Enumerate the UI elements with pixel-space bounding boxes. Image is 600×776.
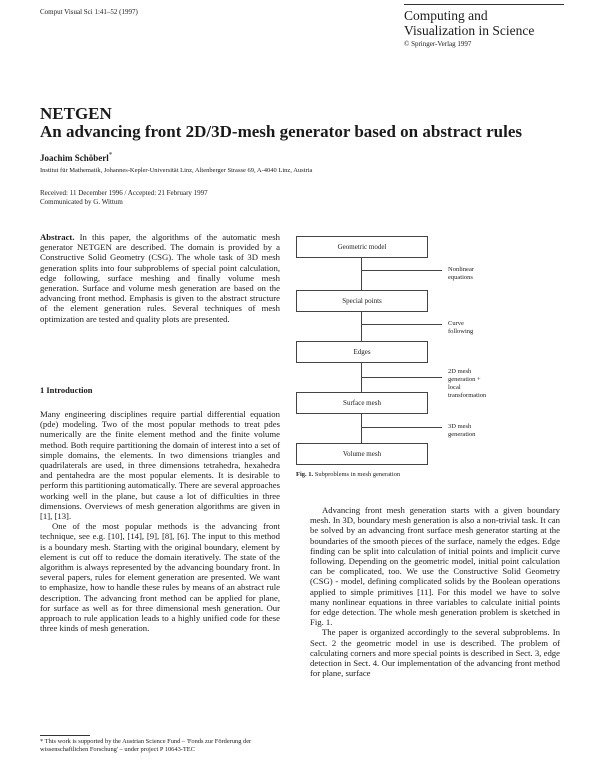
paper-title-sub: An advancing front 2D/3D-mesh generator based on abstract rules <box>40 122 522 141</box>
box-geometric-model: Geometric model <box>296 236 428 258</box>
received-line: Received: 11 December 1996 / Accepted: 21 February 1997 <box>40 189 208 197</box>
box-volume-mesh: Volume mesh <box>296 443 428 465</box>
author-name <box>40 151 112 163</box>
journal-rule <box>404 4 564 5</box>
label-3d-mesh-generation: 3D mesh generation <box>448 423 476 438</box>
received-dates <box>40 189 208 207</box>
figure-caption <box>296 471 400 478</box>
footnote-rule <box>40 735 90 736</box>
box-edges: Edges <box>296 341 428 363</box>
arrow-nonlinear <box>362 270 442 271</box>
connector-4 <box>361 414 362 444</box>
journal-name-line2: Visualization in Science <box>404 23 535 38</box>
footnote: * This work is supported by the Austrian Science Fund – 'Fonds zur Förderung der wissenschaftlichen Forschung' – under project P 10643-TEC <box>40 738 252 753</box>
figure-caption-text: Subproblems in mesh generation <box>314 471 401 478</box>
right-paragraph-2: The paper is organized accordingly to the several subproblems. In Sect. 2 the geometric model in use is described. The problem of calculating corners and more special points is described in Sect. 3, edge detection in Sect. 4. Our implementation of the advancing front method for plane, surface <box>310 627 560 679</box>
arrow-3d <box>362 427 442 428</box>
arrow-curve <box>362 324 442 325</box>
label-2d-line1: 2D mesh generation + <box>448 368 481 383</box>
abstract <box>40 232 280 324</box>
arrow-2d <box>362 377 442 378</box>
journal-name-line1: Computing and <box>404 8 488 23</box>
journal-name <box>404 8 534 38</box>
abstract-text: In this paper, the algorithms of the automatic mesh generator NETGEN are described. The domain is provided by a Constructive Solid Geometry (CSG). The whole task of 3D mesh generation splits into four subproblems of special point calculation, edge following, surface meshing and finally volume mesh generation. Surface and volume mesh generation are based on the advancing front method. Emphasis is given to the abstract structure of the element generation rules. Several techniques of mesh optimization are tested and quality plots are presented. <box>40 232 280 324</box>
connector-3 <box>361 363 362 393</box>
journal-reference: Comput Visual Sci 1:41–52 (1997) <box>40 8 138 16</box>
intro-paragraph-2: One of the most popular methods is the advancing front technique, see e.g. [10], [14], [9], [8], [6]. The input to this method is a boundary mesh. Starting with the original boundary, element by element is cut off to reduce the domain iteratively. The state of the algorithm is always represented by the advancing boundary front. In several papers, rules for element generation are presented. We want to emphasize, how to handle these rules by means of an abstract rule description. The advancing front method can be applied for plane, for surface as well as for three dimensional mesh generation. Our approach to rule application leads to a highly unified code for these three kinds of mesh generation. <box>40 521 280 634</box>
label-2d-line2: local transformation <box>448 384 487 399</box>
figure-caption-label: Fig. 1. <box>296 471 314 478</box>
connector-1 <box>361 258 362 290</box>
box-special-points: Special points <box>296 290 428 312</box>
communicated-line: Communicated by G. Wittum <box>40 198 123 206</box>
right-column-body <box>310 505 560 678</box>
paper-title-main: NETGEN <box>40 104 112 123</box>
label-2d-mesh-generation <box>448 368 486 400</box>
intro-paragraph-1: Many engineering disciplines require partial differential equation (pde) modeling. Two of the most popular methods to treat pdes numerically are the finite element method and the finite volume method. Both require partitioning the domain of interest into a set of simple domains, the elements. In two dimensions triangles and quadrilaterals are used, in three dimensions tetrahedra, hexahedra and pentahedra are the most popular elements. It is desirable to perform this partitioning automatically. There are several approaches working well in the plane, but cause a lot of difficulties in three dimensions. Overviews of mesh generation algorithms are given in [1], [13]. <box>40 409 280 522</box>
author-footnote-mark: * <box>108 151 113 159</box>
section-heading: 1 Introduction <box>40 385 93 395</box>
box-surface-mesh: Surface mesh <box>296 392 428 414</box>
abstract-label: Abstract. <box>40 232 75 242</box>
affiliation: Institut für Mathematik, Johannes-Kepler-Universität Linz, Altenberger Strasse 69, A-4040 Linz, Austria <box>40 167 313 174</box>
label-nonlinear-equations: Nonlinear equations <box>448 266 474 281</box>
connector-2 <box>361 312 362 342</box>
publisher-line: © Springer-Verlag 1997 <box>404 40 472 48</box>
introduction-body <box>40 409 280 633</box>
right-paragraph-1: Advancing front mesh generation starts with a given boundary mesh. In 3D, boundary mesh generation is also a non-trivial task. It can be solved by an advancing front surface mesh generator starting at the boundaries of the smooth pieces of the surface, namely the edges. Edge finding can be split into calculation of initial points and implicit curve following. Depending on the geometric model, initial point calculation can be complicated, too. We use the Constructive Solid Geometry (CSG) - model, defining complicated solids by the Boolean operations applied to simple primitives [11]. For this model we have to solve many nonlinear equations in three variables to calculate initial points for edge detection. The whole mesh generation problem is sketched in Fig. 1. <box>310 505 560 628</box>
author-name-text: Joachim Schöberl <box>40 153 109 163</box>
label-curve-following: Curve following <box>448 320 474 335</box>
